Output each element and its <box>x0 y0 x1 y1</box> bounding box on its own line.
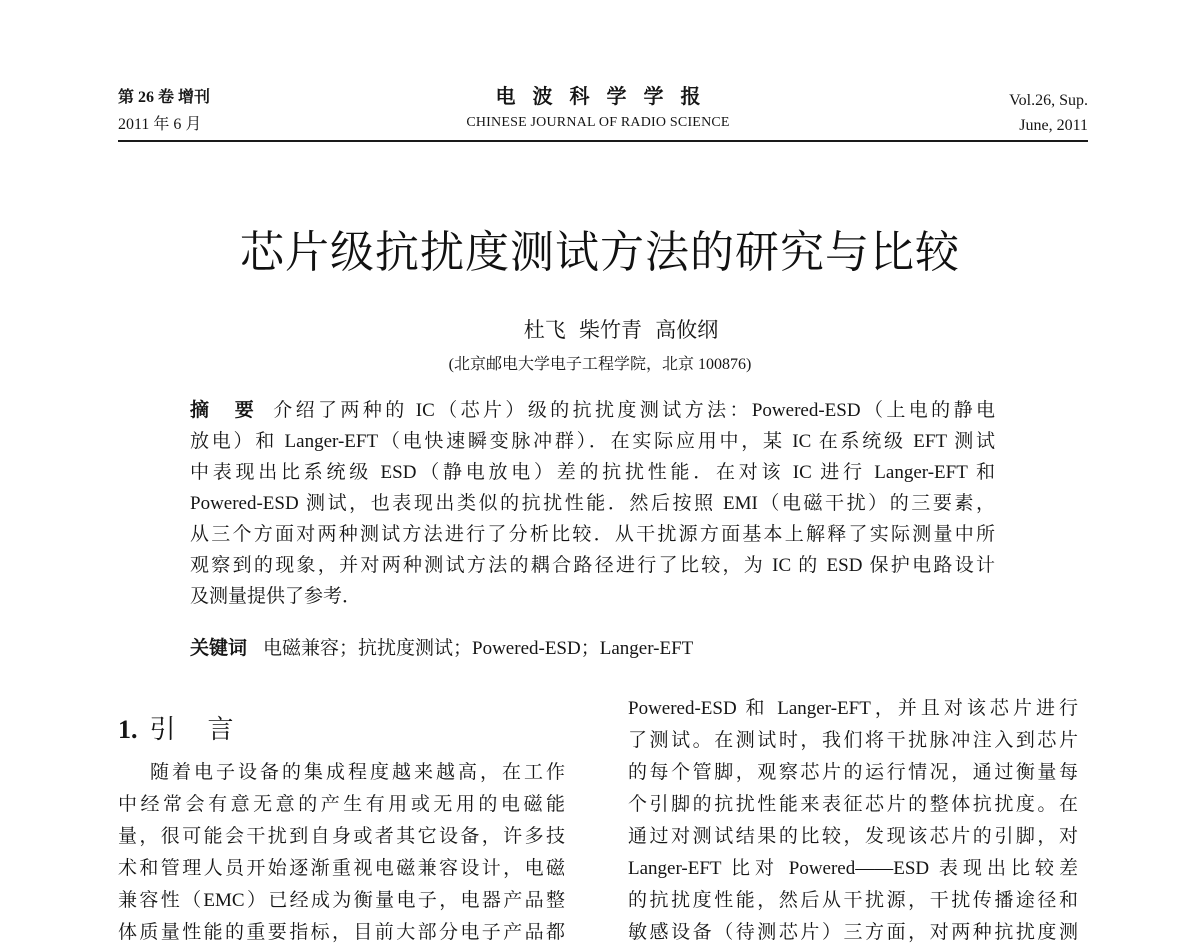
abstract-line: 中表现出比系统级 ESD（静电放电）差的抗扰性能．在对该 IC 进行 Langer-EFT 和 <box>190 462 995 483</box>
body-line: 随着电子设备的集成程度越来越高，在工作 <box>150 762 565 783</box>
header-date-en: June, 2011 <box>1019 117 1088 134</box>
body-line: Langer-EFT 比对 Powered——ESD 表现出比较差 <box>628 858 1078 879</box>
abstract-line: 观察到的现象，并对两种测试方法的耦合路径进行了比较，为 IC 的 ESD 保护电路设计 <box>190 555 995 576</box>
abstract-line: 放电）和 Langer-EFT（电快速瞬变脉冲群）．在实际应用中，某 IC 在系统级 EFT 测试 <box>190 431 995 452</box>
header-rule <box>118 140 1088 142</box>
body-line: 的抗扰度性能，然后从干扰源，干扰传播途径和 <box>628 890 1078 911</box>
paper-affiliation: (北京邮电大学电子工程学院，北京 100876) <box>448 356 752 373</box>
header-issue-info-en <box>1009 88 1088 138</box>
header-volume: 第 26 卷 增刊 <box>118 89 211 106</box>
keywords-label: 关键词 <box>190 638 248 659</box>
body-line: 敏感设备（待测芯片）三方面，对两种抗扰度测 <box>628 922 1078 943</box>
journal-name-cn: 电 波 科 学 学 报 <box>495 86 707 108</box>
body-line: 了测试。在测试时，我们将干扰脉冲注入到芯片 <box>628 730 1078 751</box>
section-title: 引 言 <box>149 715 237 744</box>
header-issue-info <box>118 84 210 138</box>
abstract-line <box>190 395 995 426</box>
keywords <box>190 633 995 664</box>
abstract-line-text: 介绍了两种的 IC（芯片）级的抗扰度测试方法：Powered-ESD（上电的静电 <box>273 400 995 421</box>
body-line: 术和管理人员开始逐渐重视电磁兼容设计，电磁 <box>118 858 565 879</box>
right-column-text <box>628 693 1078 949</box>
body-line: 中经常会有意无意的产生有用或无用的电磁能 <box>118 794 565 815</box>
abstract-line: Powered-ESD 测试，也表现出类似的抗扰性能．然后按照 EMI（电磁干扰）的三要素， <box>190 493 995 514</box>
keywords-text: 电磁兼容；抗扰度测试；Powered-ESD；Langer-EFT <box>263 638 694 659</box>
header-date: 2011 年 6 月 <box>118 116 202 133</box>
journal-name-en: CHINESE JOURNAL OF RADIO SCIENCE <box>466 115 730 130</box>
body-line: 体质量性能的重要指标，目前大部分电子产品都 <box>118 922 565 943</box>
body-line: Powered-ESD 和 Langer-EFT，并且对该芯片进行 <box>628 698 1078 719</box>
paper-title: 芯片级抗扰度测试方法的研究与比较 <box>240 227 960 278</box>
abstract <box>190 395 995 612</box>
section-number: 1. <box>118 715 138 744</box>
header-volume-en: Vol.26, Sup. <box>1009 92 1088 109</box>
body-line: 兼容性（EMC）已经成为衡量电子，电器产品整 <box>118 890 565 911</box>
abstract-label: 摘 要 <box>190 400 258 421</box>
header-journal <box>398 84 798 133</box>
paper-authors: 杜飞 柴竹青 高攸纲 <box>523 318 719 342</box>
abstract-line: 及测量提供了参考． <box>190 586 362 607</box>
section-heading <box>118 713 237 747</box>
body-line: 的每个管脚，观察芯片的运行情况，通过衡量每 <box>628 762 1078 783</box>
body-line: 个引脚的抗扰性能来表征芯片的整体抗扰度。在 <box>628 794 1078 815</box>
body-line: 通过对测试结果的比较，发现该芯片的引脚，对 <box>628 826 1078 847</box>
left-column-text <box>118 757 565 949</box>
abstract-line: 从三个方面对两种测试方法进行了分析比较．从干扰源方面基本上解释了实际测量中所 <box>190 524 995 545</box>
body-line: 量，很可能会干扰到自身或者其它设备，许多技 <box>118 826 565 847</box>
